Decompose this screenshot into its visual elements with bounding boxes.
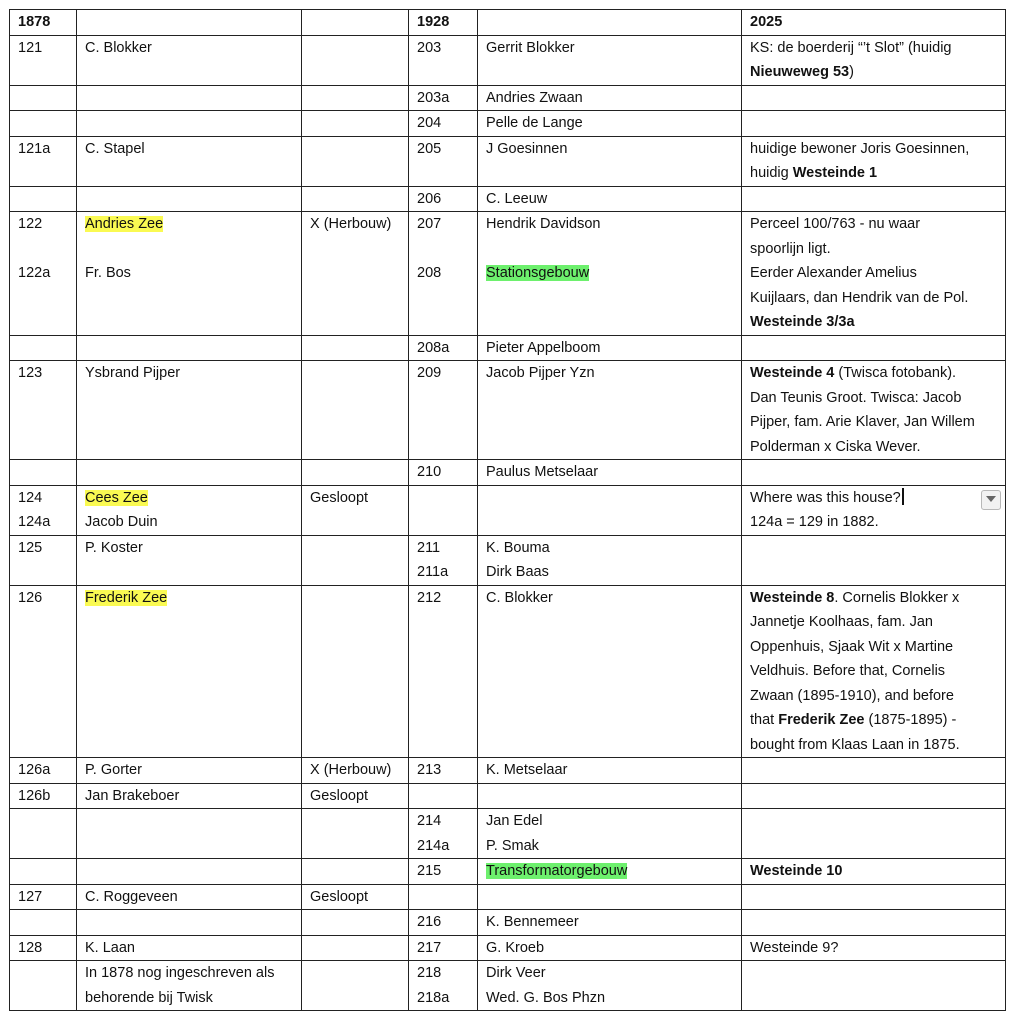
cell-line: Dirk Veer [486,965,546,981]
notes-2025-cell[interactable] [742,884,1006,910]
status-1878-cell[interactable] [302,585,409,758]
parcel-1878-cell[interactable] [10,485,77,535]
cell-dropdown-button[interactable] [981,490,1001,510]
header-empty-cell[interactable] [302,10,409,36]
owner-1878-cell[interactable] [77,535,302,585]
cell-line: Pelle de Lange [486,115,583,131]
header-2025[interactable]: 2025 [742,10,1006,36]
highlighted-text: Transformatorgebouw [486,863,628,879]
status-1878-cell[interactable] [302,884,409,910]
note-text: KS: de boerderij “’t Slot” (huidig [750,39,952,56]
parcel-1928-cell[interactable] [409,460,478,486]
blank-line [417,237,469,262]
cell-line: Gesloopt [310,489,369,506]
notes-2025-cell[interactable] [742,212,1006,336]
owner-1928-cell[interactable] [478,335,742,361]
status-1878-cell[interactable] [302,535,409,585]
owner-1878-cell[interactable] [77,212,302,336]
note-text: Veldhuis. Before that, Cornelis [750,663,946,679]
status-1878-cell[interactable] [302,136,409,186]
notes-2025-cell[interactable] [742,111,1006,137]
notes-2025-cell[interactable] [742,85,1006,111]
parcel-1878-cell[interactable] [10,212,77,336]
cell-line [85,486,293,511]
table-row [10,910,1006,936]
status-1878-cell[interactable] [302,111,409,137]
owner-1878-cell[interactable] [77,361,302,460]
parcel-1928-cell[interactable] [409,485,478,535]
notes-2025-cell[interactable] [742,535,1006,585]
parcel-1878-cell[interactable] [10,35,77,85]
owner-1928-cell[interactable] [478,361,742,460]
header-1928[interactable]: 1928 [409,10,478,36]
note-text: Where was this house? [750,489,901,506]
cell-line: C. Stapel [85,140,145,157]
status-1878-cell[interactable] [302,212,409,336]
cell-line: 208 [417,265,442,281]
owner-1878-cell[interactable] [77,335,302,361]
notes-2025-cell[interactable] [742,935,1006,961]
highlighted-text: Frederik Zee [85,589,168,606]
owner-1928-cell[interactable] [478,809,742,859]
status-1878-cell[interactable] [302,809,409,859]
status-1878-cell[interactable] [302,935,409,961]
notes-2025-cell[interactable] [742,585,1006,758]
cell-line: 218a [417,989,450,1006]
owner-1878-cell[interactable] [77,186,302,212]
notes-2025-cell[interactable] [742,910,1006,936]
cell-line [486,859,733,884]
owner-1878-cell[interactable] [77,460,302,486]
notes-2025-cell[interactable] [742,136,1006,186]
parcel-1928-cell[interactable] [409,212,478,336]
status-1878-cell[interactable] [302,485,409,535]
cell-line: 203a [417,89,450,106]
parcel-1928-cell[interactable] [409,910,478,936]
parcel-1878-cell[interactable] [10,935,77,961]
notes-2025-cell[interactable] [742,361,1006,460]
owner-1928-cell[interactable] [478,859,742,885]
cell-line: K. Bouma [486,539,550,556]
note-line [750,510,997,535]
header-1878[interactable]: 1878 [10,10,77,36]
parcel-1928-cell[interactable] [409,884,478,910]
header-empty-cell[interactable] [77,10,302,36]
cell-line: 208a [417,339,450,356]
note-line [750,137,997,162]
parcel-1878-cell[interactable] [10,136,77,186]
cell-line: 218 [417,965,442,981]
note-line [750,237,997,262]
parcel-1878-cell[interactable] [10,85,77,111]
notes-2025-cell[interactable] [742,186,1006,212]
note-line [750,36,997,61]
table-row [10,460,1006,486]
cell-line: In 1878 nog ingeschreven als [85,965,275,981]
cell-line: C. Roggeveen [85,888,178,905]
header-row [10,10,1006,36]
owner-1878-cell[interactable] [77,136,302,186]
cell-line: 204 [417,115,442,131]
parcel-1878-cell[interactable] [10,460,77,486]
owner-1928-cell[interactable] [478,460,742,486]
parcel-1928-cell[interactable] [409,585,478,758]
cell-line: 122 [18,216,43,232]
owner-1878-cell[interactable] [77,85,302,111]
notes-2025-cell[interactable] [742,335,1006,361]
table-row [10,85,1006,111]
cell-line: 214 [417,813,442,829]
notes-2025-cell[interactable] [742,460,1006,486]
owner-1878-cell[interactable] [77,758,302,784]
status-1878-cell[interactable] [302,859,409,885]
notes-2025-cell[interactable] [742,485,1006,535]
cell-line: Gesloopt [310,787,369,804]
cell-line: 126b [18,787,51,804]
table-row [10,535,1006,585]
cell-line: Fr. Bos [85,265,131,281]
bold-address: Westeinde 8 [750,589,835,606]
notes-2025-cell[interactable] [742,961,1006,1011]
cell-line: Gerrit Blokker [486,39,575,56]
parcel-1878-cell[interactable] [10,884,77,910]
owner-1928-cell[interactable] [478,910,742,936]
owner-1878-cell[interactable] [77,35,302,85]
owner-1878-cell[interactable] [77,859,302,885]
cell-line: Paulus Metselaar [486,464,599,480]
note-line [750,684,997,709]
parcel-1878-cell[interactable] [10,910,77,936]
cell-line: C. Blokker [486,589,553,606]
note-text: ) [849,64,854,80]
table-row [10,935,1006,961]
cell-line: Pieter Appelboom [486,339,601,356]
cell-line: Dirk Baas [486,564,549,580]
cell-line [85,212,293,237]
cell-line: 209 [417,365,442,381]
cell-line: C. Leeuw [486,190,548,207]
parcel-1878-cell[interactable] [10,758,77,784]
house-records-table [9,9,1006,1011]
cell-line: Jacob Duin [85,514,158,530]
highlighted-text: Cees Zee [85,489,148,506]
note-line [750,212,997,237]
parcel-1928-cell[interactable] [409,186,478,212]
bold-address: Westeinde 10 [750,863,843,879]
note-text: Jannetje Koolhaas, fam. Jan [750,614,933,630]
owner-1878-cell[interactable] [77,935,302,961]
parcel-1878-cell[interactable] [10,783,77,809]
note-text: huidige bewoner Joris Goesinnen, [750,140,970,157]
table-row [10,758,1006,784]
note-text: spoorlijn ligt. [750,240,831,257]
note-line [750,659,997,684]
cell-line: Andries Zwaan [486,89,583,106]
owner-1928-cell[interactable] [478,935,742,961]
note-text: Oppenhuis, Sjaak Wit x Martine [750,638,954,655]
owner-1878-cell[interactable] [77,884,302,910]
parcel-1878-cell[interactable] [10,186,77,212]
parcel-1878-cell[interactable] [10,961,77,1011]
cell-line: K. Bennemeer [486,914,579,930]
parcel-1928-cell[interactable] [409,535,478,585]
blank-line [486,237,733,262]
table-row [10,136,1006,186]
status-1878-cell[interactable] [302,961,409,1011]
table-row [10,186,1006,212]
owner-1928-cell[interactable] [478,535,742,585]
note-text: bought from Klaas Laan in 1875. [750,736,960,753]
parcel-1878-cell[interactable] [10,111,77,137]
cell-line: K. Laan [85,939,135,956]
parcel-1928-cell[interactable] [409,935,478,961]
table-row [10,35,1006,85]
table-row [10,859,1006,885]
note-line [750,286,997,311]
note-line [750,386,997,411]
owner-1878-cell[interactable] [77,809,302,859]
parcel-1928-cell[interactable] [409,758,478,784]
owner-1928-cell[interactable] [478,884,742,910]
blank-line [18,237,68,262]
cell-line: 123 [18,365,43,381]
notes-2025-cell[interactable] [742,758,1006,784]
status-1878-cell[interactable] [302,910,409,936]
status-1878-cell[interactable] [302,85,409,111]
note-line [750,708,997,733]
parcel-1928-cell[interactable] [409,111,478,137]
table-body [10,10,1006,1011]
cell-line: Jan Brakeboer [85,787,180,804]
parcel-1928-cell[interactable] [409,859,478,885]
cell-line [85,586,293,611]
cell-line: 212 [417,589,442,606]
table-row [10,485,1006,535]
table-row [10,783,1006,809]
notes-2025-cell[interactable] [742,809,1006,859]
cell-line: Gesloopt [310,888,369,905]
cell-line [486,261,733,286]
cell-line: 126a [18,762,51,778]
owner-1878-cell[interactable] [77,485,302,535]
notes-2025-cell[interactable] [742,783,1006,809]
owner-1928-cell[interactable] [478,758,742,784]
note-line [750,635,997,660]
cell-line: G. Kroeb [486,939,545,956]
note-text: Perceel 100/763 - nu waar [750,216,921,232]
note-line [750,586,997,611]
note-line [750,435,997,460]
chevron-down-icon [986,496,996,503]
cell-line: 214a [417,837,450,854]
cell-line: 206 [417,190,442,207]
cell-line: Wed. G. Bos Phzn [486,989,606,1006]
table-row [10,111,1006,137]
note-line [750,161,997,186]
parcel-1878-cell[interactable] [10,361,77,460]
cell-line: 217 [417,939,442,956]
owner-1928-cell[interactable] [478,111,742,137]
owner-1878-cell[interactable] [77,585,302,758]
cell-line: Jacob Pijper Yzn [486,365,595,381]
owner-1928-cell[interactable] [478,485,742,535]
note-text: Westeinde 9? [750,939,839,956]
status-1878-cell[interactable] [302,335,409,361]
status-1878-cell[interactable] [302,35,409,85]
table-row [10,884,1006,910]
parcel-1878-cell[interactable] [10,585,77,758]
owner-1928-cell[interactable] [478,961,742,1011]
note-line [750,261,997,286]
status-1878-cell[interactable] [302,758,409,784]
parcel-1928-cell[interactable] [409,809,478,859]
parcel-1928-cell[interactable] [409,961,478,1011]
cell-line: X (Herbouw) [310,762,392,778]
cell-line: 124 [18,489,43,506]
parcel-1878-cell[interactable] [10,335,77,361]
owner-1878-cell[interactable] [77,111,302,137]
parcel-1928-cell[interactable] [409,35,478,85]
owner-1928-cell[interactable] [478,186,742,212]
parcel-1878-cell[interactable] [10,809,77,859]
note-text: huidig [750,165,793,181]
cell-line: 203 [417,39,442,56]
note-line [750,859,997,884]
parcel-1878-cell[interactable] [10,535,77,585]
note-text: Zwaan (1895-1910), and before [750,687,954,704]
owner-1878-cell[interactable] [77,910,302,936]
owner-1878-cell[interactable] [77,961,302,1011]
table-row [10,212,1006,336]
note-text: Pijper, fam. Arie Klaver, Jan Willem [750,414,975,430]
note-text: Eerder Alexander Amelius [750,265,917,281]
table-row [10,961,1006,1011]
highlighted-text: Andries Zee [85,216,164,232]
status-1878-cell[interactable] [302,361,409,460]
cell-line: 205 [417,140,442,157]
cell-line: 128 [18,939,43,956]
note-line [750,733,997,758]
parcel-1928-cell[interactable] [409,136,478,186]
table-row [10,335,1006,361]
cell-line: 124a [18,514,51,530]
table-row [10,361,1006,460]
header-empty-cell[interactable] [478,10,742,36]
cell-line: 215 [417,863,442,879]
cell-line: 207 [417,216,442,232]
status-1878-cell[interactable] [302,783,409,809]
bold-address: Nieuweweg 53 [750,64,850,80]
status-1878-cell[interactable] [302,460,409,486]
cell-line: 211a [417,564,449,580]
owner-1878-cell[interactable] [77,783,302,809]
cell-line: P. Koster [85,539,143,556]
parcel-1928-cell[interactable] [409,783,478,809]
cell-line: 122a [18,265,51,281]
cell-line: Hendrik Davidson [486,216,601,232]
notes-2025-cell[interactable] [742,859,1006,885]
cell-line: J Goesinnen [486,140,568,157]
owner-1928-cell[interactable] [478,35,742,85]
cell-line: P. Gorter [85,762,142,778]
note-text: Kuijlaars, dan Hendrik van de Pol. [750,289,969,306]
note-line [750,60,997,85]
cell-line: behorende bij Twisk [85,989,213,1006]
cell-line: P. Smak [486,837,539,854]
cell-line: 121 [18,39,43,56]
parcel-1928-cell[interactable] [409,361,478,460]
cell-line: 216 [417,914,442,930]
table-row [10,809,1006,859]
note-line [750,936,997,961]
cell-line: 125 [18,539,43,556]
note-text: (Twisca fotobank). [834,365,957,381]
cell-line: 211 [417,539,441,556]
note-text: Dan Teunis Groot. Twisca: Jacob [750,389,962,406]
cell-line: Ysbrand Pijper [85,365,181,381]
cell-line: C. Blokker [85,39,152,56]
status-1878-cell[interactable] [302,186,409,212]
note-line [750,310,997,335]
note-text: (1875-1895) - [864,712,957,728]
bold-address: Frederik Zee [778,712,865,728]
note-line [750,486,997,511]
note-line [750,610,997,635]
bold-address: Westeinde 3/3a [750,314,855,330]
bold-address: Westeinde 1 [792,165,878,181]
notes-2025-cell[interactable] [742,35,1006,85]
parcel-1928-cell[interactable] [409,335,478,361]
note-line [750,410,997,435]
blank-line [85,237,293,262]
owner-1928-cell[interactable] [478,136,742,186]
note-text: Polderman x Ciska Wever. [750,438,921,455]
cell-line: 210 [417,464,442,480]
owner-1928-cell[interactable] [478,85,742,111]
note-line [750,361,997,386]
note-text: . Cornelis Blokker x [834,589,960,606]
cell-line: X (Herbouw) [310,216,392,232]
owner-1928-cell[interactable] [478,212,742,336]
cell-line: 127 [18,888,43,905]
note-text: 124a = 129 in 1882. [750,514,879,530]
cell-line: 213 [417,762,442,778]
cell-line: 126 [18,589,43,606]
cell-line: Jan Edel [486,813,543,829]
owner-1928-cell[interactable] [478,585,742,758]
cell-line: 121a [18,140,51,157]
text-cursor [902,488,904,505]
owner-1928-cell[interactable] [478,783,742,809]
bold-address: Westeinde 4 [750,365,835,381]
cell-line: K. Metselaar [486,762,568,778]
parcel-1928-cell[interactable] [409,85,478,111]
table-row [10,585,1006,758]
parcel-1878-cell[interactable] [10,859,77,885]
highlighted-text: Stationsgebouw [486,265,590,281]
note-text: that [750,712,779,728]
